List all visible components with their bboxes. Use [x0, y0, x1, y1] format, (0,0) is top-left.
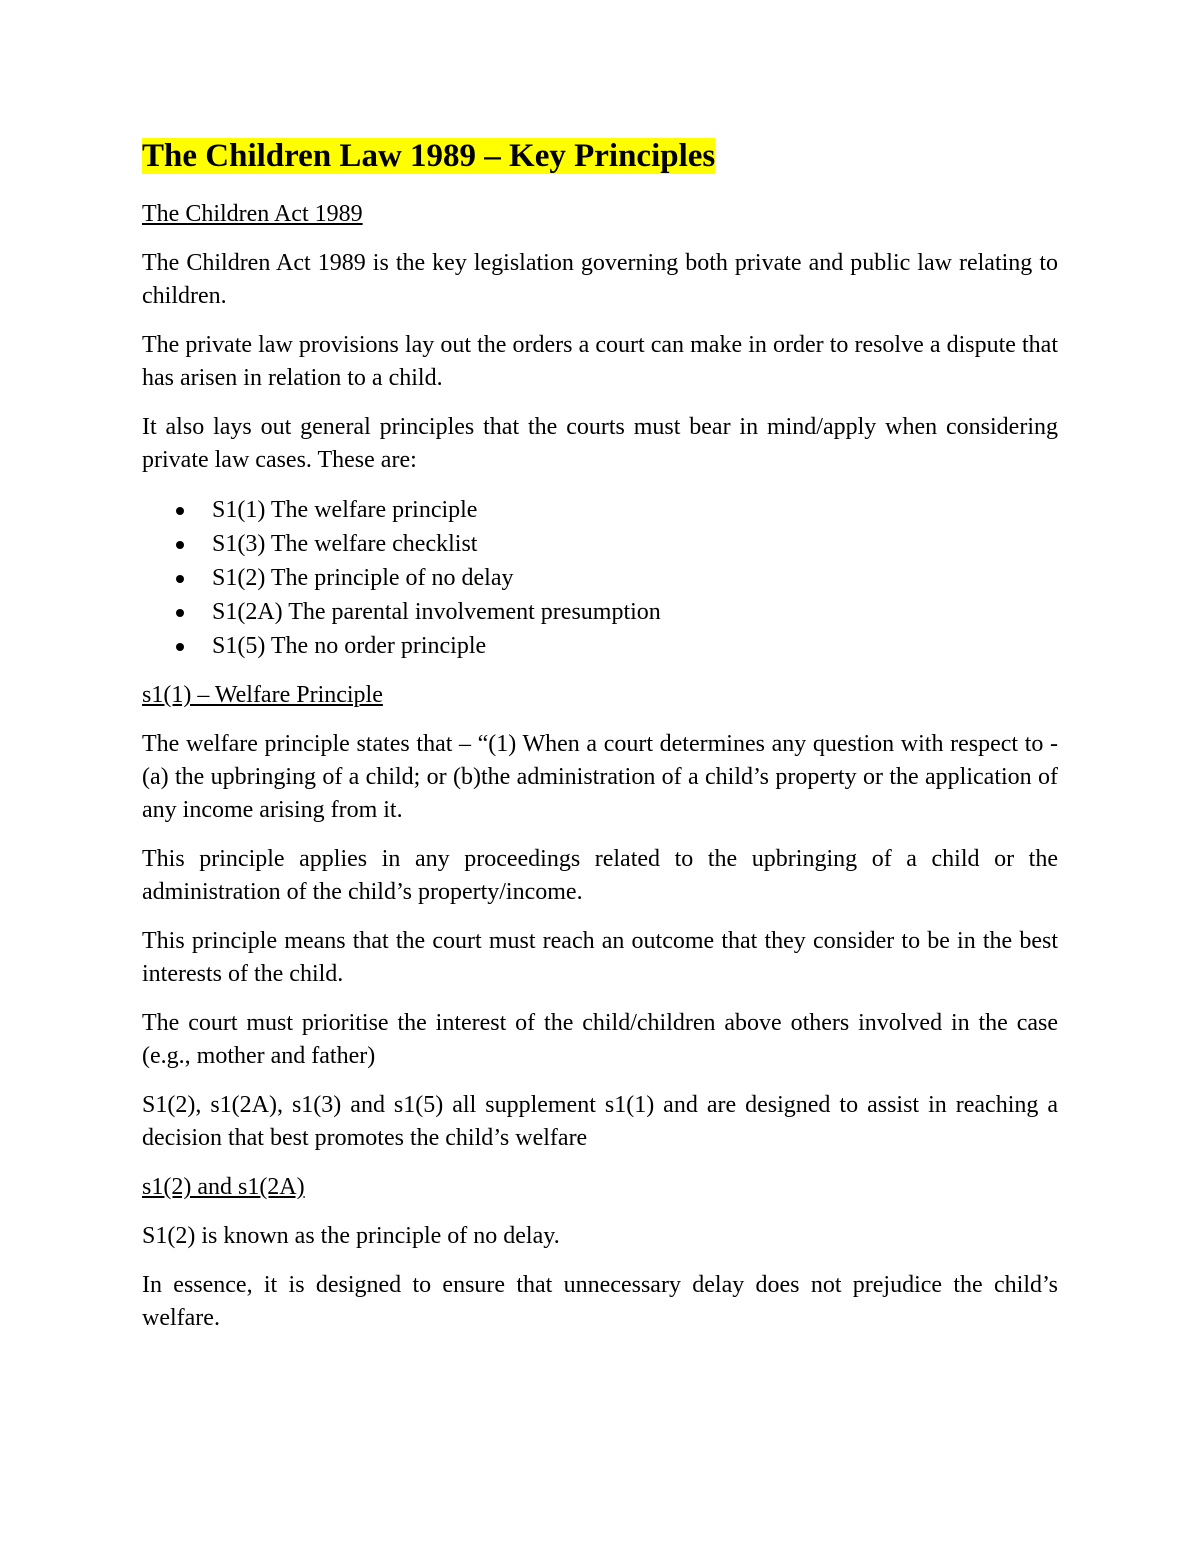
paragraph: This principle means that the court must reach an outcome that they consider to be in the best interests of the child. [142, 927, 1058, 987]
list-item [142, 595, 1058, 629]
paragraph: S1(2), s1(2A), s1(3) and s1(5) all supplement s1(1) and are designed to assist in reaching a decision that best promotes the child’s welfare [142, 1091, 1058, 1151]
paragraph: In essence, it is designed to ensure that unnecessary delay does not prejudice the child’s welfare. [142, 1271, 1058, 1331]
principles-list [142, 493, 1058, 663]
list-item-text: S1(1) The welfare principle [212, 496, 478, 523]
paragraph: The court must prioritise the interest of the child/children above others involved in the case (e.g., mother and father) [142, 1009, 1058, 1069]
document-title [142, 138, 1058, 176]
list-item [142, 561, 1058, 595]
paragraph: S1(2) is known as the principle of no delay. [142, 1222, 560, 1249]
section-heading-no-delay: s1(2) and s1(2A) [142, 1173, 305, 1200]
paragraph: This principle applies in any proceedings related to the upbringing of a child or the administration of the child’s property/income. [142, 845, 1058, 905]
section-heading-children-act: The Children Act 1989 [142, 200, 363, 227]
list-item-text: S1(5) The no order principle [212, 632, 487, 659]
paragraph: The welfare principle states that – “(1) When a court determines any question with respect to - (a) the upbringing of a child; or (b)the administration of a child’s property or the application of any income arising from it. [142, 730, 1058, 823]
paragraph: The private law provisions lay out the orders a court can make in order to resolve a dispute that has arisen in relation to a child. [142, 331, 1058, 391]
document-page [142, 138, 1058, 1351]
title-highlight: The Children Law 1989 – Key Principles [142, 138, 716, 174]
list-item [142, 493, 1058, 527]
bullet-icon [176, 575, 184, 583]
list-item-text: S1(2) The principle of no delay [212, 564, 514, 591]
list-item [142, 629, 1058, 663]
list-item-text: S1(2A) The parental involvement presumption [212, 598, 661, 625]
bullet-icon [176, 507, 184, 515]
bullet-icon [176, 541, 184, 549]
paragraph: It also lays out general principles that the courts must bear in mind/apply when considering private law cases. These are: [142, 413, 1058, 473]
paragraph: The Children Act 1989 is the key legislation governing both private and public law relating to children. [142, 249, 1058, 309]
list-item [142, 527, 1058, 561]
bullet-icon [176, 643, 184, 651]
bullet-icon [176, 609, 184, 617]
section-heading-welfare-principle: s1(1) – Welfare Principle [142, 681, 383, 708]
list-item-text: S1(3) The welfare checklist [212, 530, 478, 557]
